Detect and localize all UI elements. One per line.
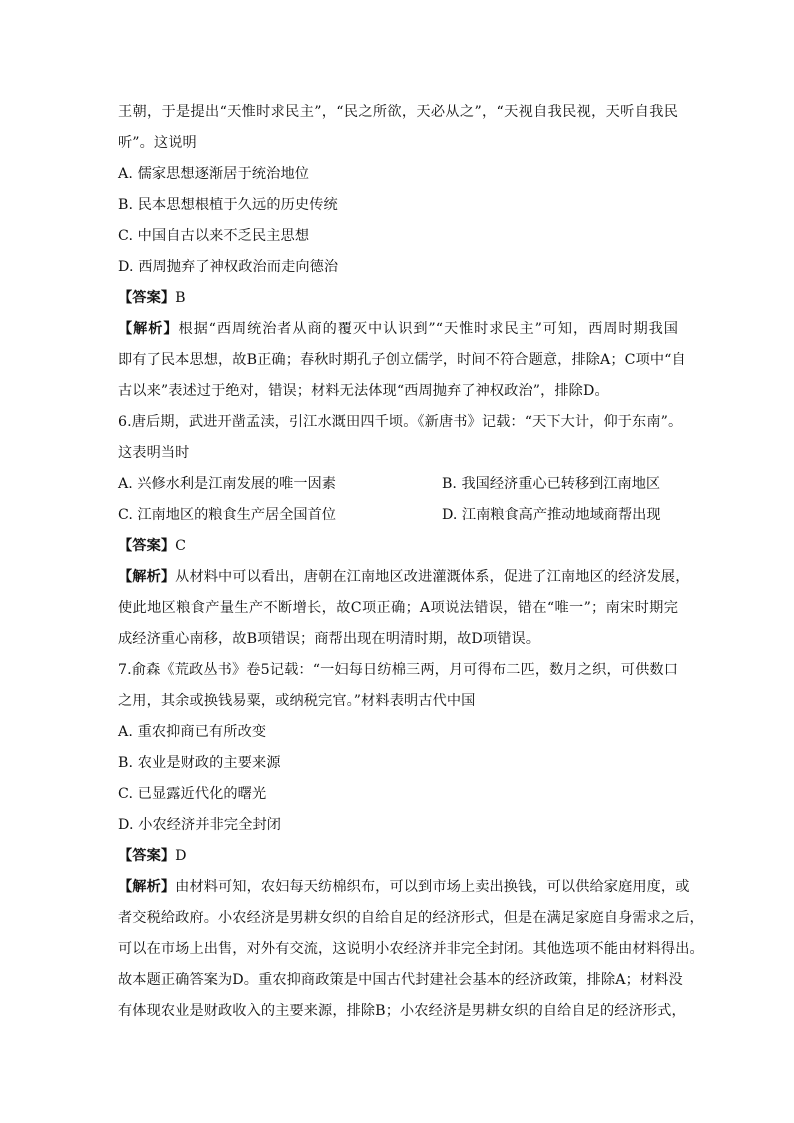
q6-option-a: A. 兴修水利是江南发展的唯一因素 <box>118 476 336 492</box>
q5-answer <box>118 283 678 314</box>
q7-stem-line-2: 之用，其余或换钱易粟，或纳税完官。”材料表明古代中国 <box>118 693 476 709</box>
q6-analysis-line-3: 成经济重心南移，故B项错误；商帮出现在明清时期，故D项错误。 <box>118 631 541 647</box>
answer-value: D <box>175 848 187 864</box>
q7-option-a: A. 重农抑商已有所改变 <box>118 724 267 740</box>
q7-analysis-line-4: 故本题正确答案为D。重农抑商政策是中国古代封建社会基本的经济政策，排除A；材料没 <box>118 972 683 988</box>
q7-analysis-line-5: 有体现农业是财政收入的主要来源，排除B；小农经济是男耕女织的自给自足的经济形式， <box>118 1003 686 1019</box>
analysis-text: 由材料可知，农妇每天纺棉织布，可以到市场上卖出换钱，可以供给家庭用度，或 <box>175 879 690 895</box>
q7-analysis-line-2: 者交税给政府。小农经济是男耕女织的自给自足的经济形式，但是在满足家庭自身需求之后， <box>118 910 704 926</box>
q6-answer <box>118 531 678 562</box>
answer-value: C <box>175 538 187 554</box>
q7-analysis-line-1 <box>118 872 690 903</box>
answer-tag: 【答案】 <box>118 848 176 864</box>
q5-option-c: C. 中国自古以来不乏民主思想 <box>118 228 310 244</box>
q7-option-d: D. 小农经济并非完全封闭 <box>118 817 282 833</box>
q6-analysis-line-2: 使此地区粮食产量生产不断增长，故C项正确；A项说法错误，错在“唯一”；南宋时期完 <box>118 600 678 616</box>
answer-value: B <box>175 290 186 306</box>
q5-analysis-line-3: 古以来”表述过于绝对，错误；材料无法体现“西周抛弃了神权政治”，排除D。 <box>118 383 609 399</box>
q5-option-b: B. 民本思想根植于久远的历史传统 <box>118 197 338 213</box>
q6-stem-line-2: 这表明当时 <box>118 445 190 461</box>
analysis-text: 根据“西周统治者从商的覆灭中认识到”“天惟时求民主”可知，西周时期我国 <box>178 321 678 337</box>
q5-analysis-line-2: 即有了民本思想，故B正确；春秋时期孔子创立儒学，时间不符合题意，排除A；C项中“自 <box>118 352 686 368</box>
q5-stem-line-1: 王朝，于是提出“天惟时求民主”，“民之所欲，天必从之”，“天视自我民视，天听自我民 <box>118 104 678 120</box>
q5-option-d: D. 西周抛弃了神权政治而走向德治 <box>118 259 339 275</box>
answer-tag: 【答案】 <box>118 538 176 554</box>
q7-stem-line-1: 7.俞森《荒政丛书》卷5记载：“一妇每日纺棉三两，月可得布二匹，数月之织，可供数口 <box>118 662 678 678</box>
analysis-text: 从材料中可以看出，唐朝在江南地区改进灌溉体系，促进了江南地区的经济发展， <box>175 569 690 585</box>
analysis-tag: 【解析】 <box>118 321 179 337</box>
document-page <box>118 97 704 1027</box>
q6-option-b: B. 我国经济重心已转移到江南地区 <box>442 476 661 492</box>
q6-options-row-1 <box>118 469 678 500</box>
q5-analysis-line-1 <box>118 314 678 345</box>
q7-analysis-line-3: 可以在市场上出售，对外有交流，这说明小农经济并非完全封闭。其他选项不能由材料得出。 <box>118 941 704 957</box>
q7-answer <box>118 841 678 872</box>
q5-option-a: A. 儒家思想逐渐居于统治地位 <box>118 166 310 182</box>
q6-options-row-2 <box>118 500 678 531</box>
q5-stem-line-2: 听”。这说明 <box>118 135 197 151</box>
analysis-tag: 【解析】 <box>118 569 176 585</box>
q6-stem-line-1: 6.唐后期，武进开凿孟渎，引江水溉田四千顷。《新唐书》记载：“天下大计，仰于东南”。 <box>118 414 683 430</box>
q6-analysis-line-1 <box>118 562 690 593</box>
q7-option-b: B. 农业是财政的主要来源 <box>118 755 281 771</box>
analysis-tag: 【解析】 <box>118 879 176 895</box>
q7-option-c: C. 已显露近代化的曙光 <box>118 786 267 802</box>
answer-tag: 【答案】 <box>118 290 176 306</box>
q6-option-d: D. 江南粮食高产推动地域商帮出现 <box>442 507 661 523</box>
q6-option-c: C. 江南地区的粮食生产居全国首位 <box>118 507 336 523</box>
